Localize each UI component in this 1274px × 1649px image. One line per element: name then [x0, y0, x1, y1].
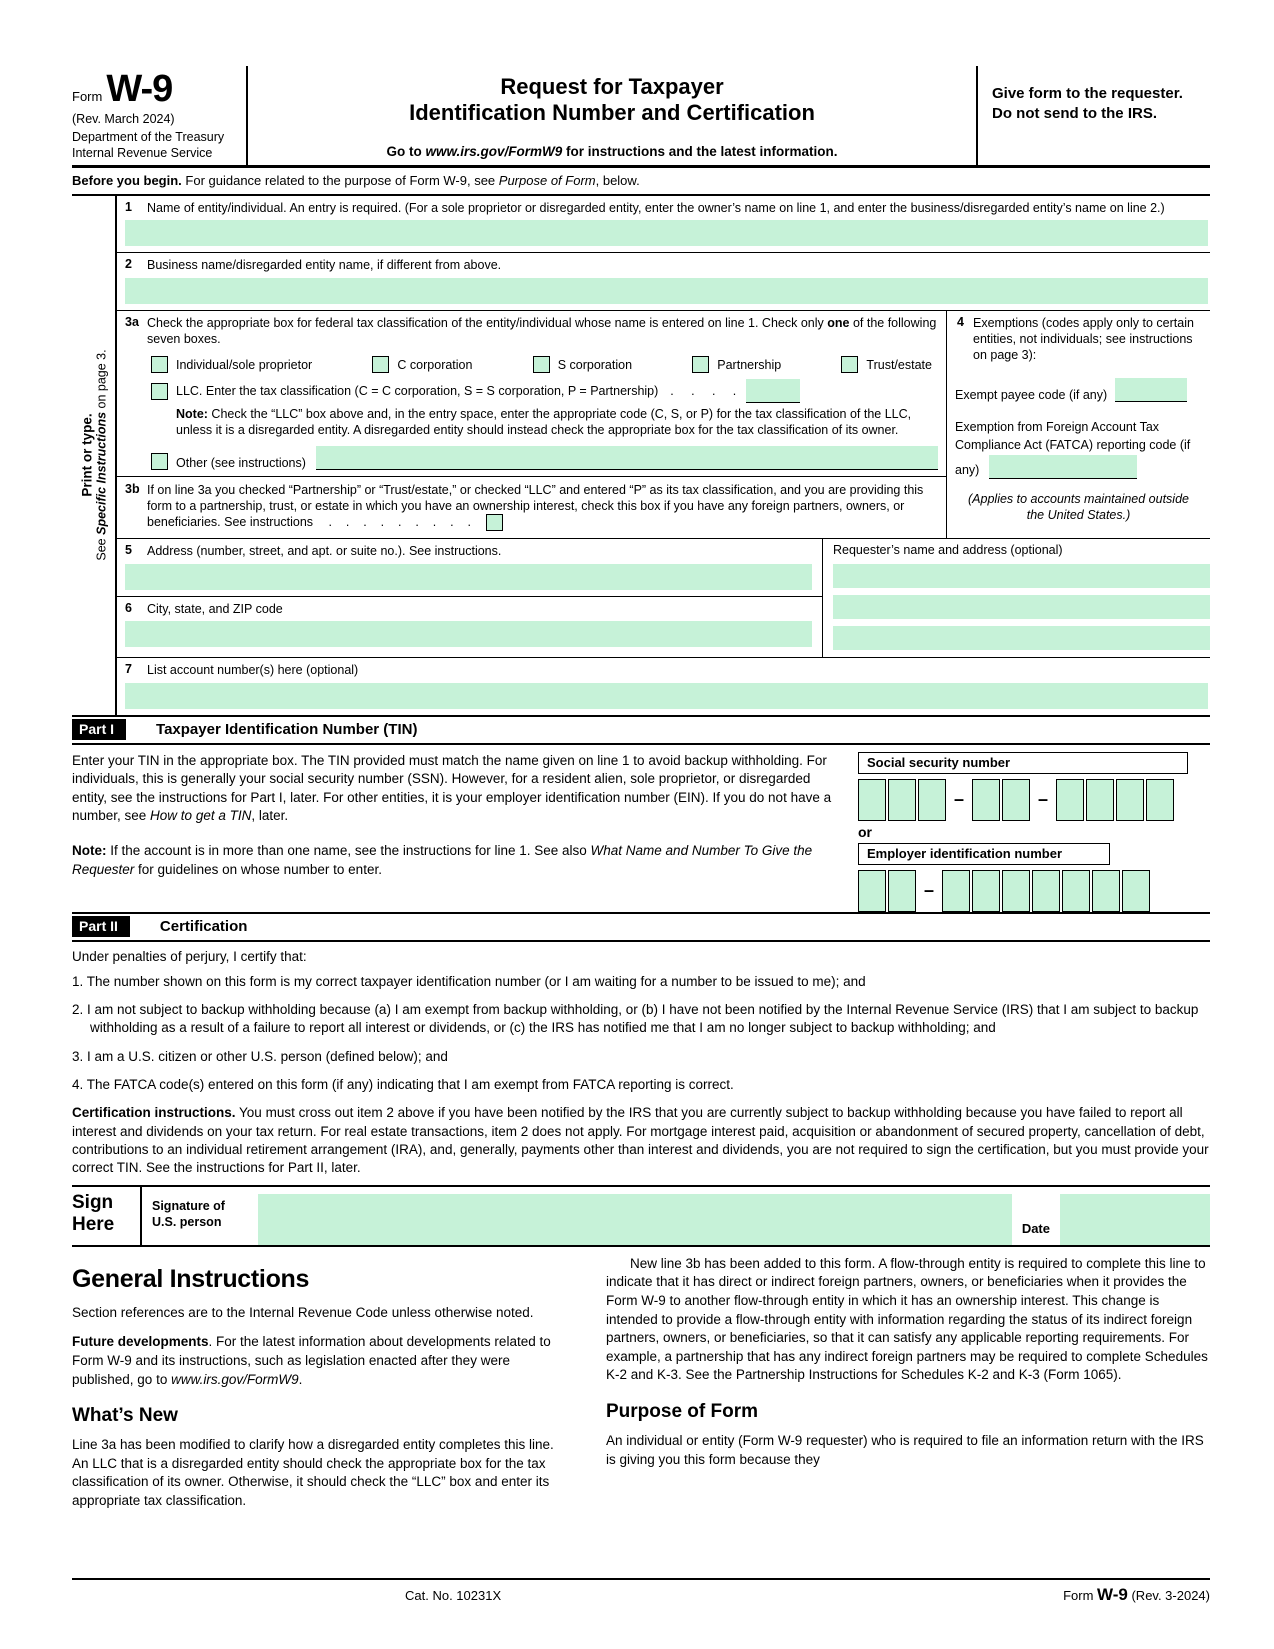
llc-note-bold: Note:	[176, 407, 208, 421]
option-trust-estate	[841, 356, 932, 373]
ssn-digit-cell[interactable]	[972, 779, 1000, 821]
part1-p1: Enter your TIN in the appropriate box. The TIN provided must match the name given on line 1 to avoid backup withholding. For individuals, this is generally your social security number (SSN). However, for a resident alien, sole proprietor, or disregarded entity, see the instructions for Part I, later. For other entities, it is your employer identification number (EIN). If you do not have a number, see	[72, 752, 832, 824]
instructions-right-column	[580, 1255, 1210, 1522]
line5-number: 5	[125, 543, 132, 558]
llc-classification-input[interactable]	[746, 379, 800, 403]
instructions-section	[72, 1255, 1210, 1522]
instructions-left-column	[72, 1255, 580, 1522]
ein-cells	[858, 870, 1210, 912]
field-row-5	[117, 539, 822, 596]
line2-number: 2	[125, 257, 132, 272]
give-form-note	[976, 66, 1210, 165]
agency-name: Internal Revenue Service	[72, 146, 213, 160]
requester-input-2[interactable]	[833, 595, 1210, 619]
ein-digit-cell[interactable]	[1062, 870, 1090, 912]
form-revision: (Rev. March 2024)	[72, 112, 175, 126]
part1-title: Taxpayer Identification Number (TIN)	[156, 720, 418, 738]
option-other	[151, 446, 938, 470]
field-row-7	[117, 658, 1210, 714]
line3a-block	[117, 311, 946, 476]
future-developments-text: . For the latest information about developments related to Form W-9 and its instructions, such as legislation enacted after they were published, go to	[72, 1334, 551, 1387]
certification-item-4: 4. The FATCA code(s) entered on this form (if any) indicating that I am exempt from FATCA reporting is correct.	[72, 1076, 734, 1092]
requester-input-1[interactable]	[833, 564, 1210, 588]
ssn-digit-cell[interactable]	[1146, 779, 1174, 821]
exempt-payee-code-input[interactable]	[1115, 378, 1187, 402]
ein-digit-cell[interactable]	[942, 870, 970, 912]
line3a-number: 3a	[125, 314, 139, 329]
before-bold: Before you begin.	[72, 173, 182, 188]
part2-title: Certification	[159, 917, 248, 935]
irs-url: www.irs.gov/FormW9	[425, 144, 563, 159]
requester-input-3[interactable]	[833, 626, 1210, 650]
option-llc	[151, 379, 942, 403]
city-state-zip-input[interactable]	[125, 621, 812, 647]
label-individual: Individual/sole proprietor	[176, 357, 313, 372]
checkbox-s-corporation[interactable]	[533, 356, 550, 373]
line2-label: Business name/disregarded entity name, if different from above.	[147, 258, 502, 273]
sign-here-label	[72, 1187, 140, 1245]
field-row-3	[117, 311, 1210, 540]
section-references-paragraph: Section references are to the Internal Revenue Code unless otherwise noted.	[72, 1304, 534, 1320]
checkbox-partnership[interactable]	[692, 356, 709, 373]
goto-line	[260, 144, 964, 159]
print-or-type-bold: Print or type.	[79, 413, 94, 497]
line3b-label	[147, 482, 942, 532]
footer-form-id	[1063, 1585, 1210, 1605]
sidebar-post: on page 3.	[94, 349, 108, 413]
sidebar-pre: See	[94, 535, 108, 561]
checkbox-llc[interactable]	[151, 383, 168, 400]
option-c-corporation	[372, 356, 472, 373]
form-title-line1: Request for Taxpayer	[500, 74, 724, 99]
certification-item-2: 2. I am not subject to backup withholding because (a) I am exempt from backup withholding, or (b) I have not been notified by the Internal Revenue Service (IRS) that I am subject to backup withholding as a result of a failure to report all interest or dividends, or (c) the IRS has notified me that I am no longer subject to backup withholding; and	[72, 1001, 1199, 1036]
before-text1: For guidance related to the purpose of Form W-9, see	[181, 173, 499, 188]
date-label: Date	[1021, 1220, 1050, 1236]
certification-intro: Under penalties of perjury, I certify that:	[72, 948, 307, 964]
line3a-label	[147, 315, 942, 348]
signature-input[interactable]	[258, 1194, 1012, 1245]
other-description-input[interactable]	[316, 446, 938, 470]
ein-digit-cell[interactable]	[1122, 870, 1150, 912]
ssn-dash: –	[954, 789, 965, 809]
ssn-digit-cell[interactable]	[858, 779, 886, 821]
certification-item-1: 1. The number shown on this form is my correct taxpayer identification number (or I am waiting for a number to be issued to me); and	[72, 973, 866, 989]
line3b-block	[117, 476, 946, 539]
requester-label: Requester’s name and address (optional)	[833, 543, 1063, 558]
ein-digit-cell[interactable]	[1002, 870, 1030, 912]
llc-dot-leader: . . . .	[670, 384, 737, 398]
ein-label-box: Employer identification number	[858, 843, 1110, 865]
fields-column	[115, 196, 1210, 715]
business-name-input[interactable]	[125, 278, 1208, 304]
ein-digit-cell[interactable]	[888, 870, 916, 912]
part1-label: Part I	[72, 719, 126, 740]
line6-label: City, state, and ZIP code	[147, 601, 283, 616]
catalog-number: Cat. No. 10231X	[405, 1588, 502, 1603]
option-partnership	[692, 356, 781, 373]
signature-label-line1: Signature of	[152, 1198, 225, 1213]
part1-p1-end: , later.	[251, 808, 289, 824]
form-header	[72, 66, 1210, 168]
llc-note	[176, 406, 936, 439]
form-number: W-9	[106, 68, 173, 110]
specific-instructions-note	[94, 350, 108, 561]
label-other: Other (see instructions)	[176, 455, 306, 470]
before-you-begin	[72, 168, 1210, 196]
line3b-number: 3b	[125, 481, 140, 496]
ein-digit-cell[interactable]	[858, 870, 886, 912]
field-row-2	[117, 253, 1210, 310]
checkbox-trust-estate[interactable]	[841, 356, 858, 373]
part1-note-italic: What Name and Number To Give the Requester	[72, 843, 813, 877]
part1-p1-italic: How to get a TIN	[150, 808, 252, 824]
part1-note	[72, 842, 844, 879]
future-developments-end: .	[298, 1371, 303, 1387]
line4-label: Exemptions (codes apply only to certain entities, not individuals; see instructions on page 3):	[973, 315, 1194, 362]
line3a-intro1: Check the appropriate box for federal tax classification of the entity/individual whose name is entered on line 1. Check only	[147, 315, 828, 330]
future-developments-bold: Future developments	[72, 1334, 209, 1350]
line3b-added-paragraph: New line 3b has been added to this form. A flow-through entity is required to complete this line to indicate that it has direct or indirect foreign partners, owners, or beneficiaries when it provides the Form W-9 to another flow-through entity in which it has an ownership interest. This change is intended to provide a flow-through entity with information regarding the status of its indirect foreign partners, owners, or beneficiaries, so that it can satisfy any applicable reporting requirements. For example, a partnership that has any indirect foreign partners may be required to complete Schedules K-2 and K-3. See the Partnership Instructions for Schedules K-2 and K-3 (Form 1065).	[606, 1255, 1208, 1383]
fatca-line	[955, 418, 1202, 478]
sidebar-emph: Specific Instructions	[94, 412, 108, 536]
before-italic: Purpose of Form	[498, 173, 596, 188]
certification-instructions-text: You must cross out item 2 above if you have been notified by the IRS that you are currently subject to backup withholding because you have failed to report all interest and dividends on your tax return. For real estate transactions, item 2 does not apply. For mortgage interest paid, acquisition or abandonment of secured property, cancellation of debt, contributions to an individual retirement arrangement (IRA), and, generally, payments other than interest and dividends, you are not required to sign the certification, but you must provide your correct TIN. See the instructions for Part II, later.	[72, 1105, 1209, 1176]
checkbox-c-corporation[interactable]	[372, 356, 389, 373]
before-text2: , below.	[595, 173, 640, 188]
part1-text-column	[72, 752, 858, 912]
footer-form-number: W-9	[1097, 1585, 1128, 1604]
line3b-text: If on line 3a you checked “Partnership” or “Trust/estate,” or checked “LLC” and entered “P” as its tax classification, and you are providing this form to a partnership, trust, or estate in which you have an ownership interest, check this box if you have any foreign partners, owners, or beneficiaries. See instructions	[147, 482, 924, 529]
label-partnership: Partnership	[717, 357, 782, 372]
line3b-dot-leader: . . . . . . . . .	[328, 515, 471, 529]
whats-new-heading: What’s New	[72, 1405, 178, 1427]
exempt-payee-label: Exempt payee code (if any)	[955, 388, 1108, 403]
part2-content	[72, 949, 1210, 1178]
part1-note1: If the account is in more than one name, see the instructions for line 1. See also	[106, 843, 591, 858]
classification-checkboxes	[151, 356, 932, 373]
ein-dash: –	[924, 880, 935, 900]
line1-label: Name of entity/individual. An entry is required. (For a sole proprietor or disregarded entity, enter the owner’s name on line 1, and enter the business/disregarded entity’s name on line 2.)	[147, 201, 1165, 215]
applies-note: (Applies to accounts maintained outside the United States.)	[968, 491, 1189, 523]
or-word: or	[858, 823, 872, 840]
certification-instructions-bold: Certification instructions.	[72, 1105, 236, 1121]
label-s-corporation: S corporation	[557, 357, 633, 372]
page-footer	[72, 1578, 1210, 1605]
form-word: Form	[72, 89, 103, 104]
purpose-of-form-paragraph: An individual or entity (Form W-9 requester) who is required to file an information return with the IRS is giving you this form because they	[606, 1433, 1204, 1467]
ein-digit-cell[interactable]	[972, 870, 1000, 912]
address-input[interactable]	[125, 564, 812, 590]
sign-here-row	[72, 1185, 1210, 1247]
line5-label: Address (number, street, and apt. or suite no.). See instructions.	[147, 544, 502, 559]
exempt-payee-line	[955, 378, 1202, 402]
checkbox-foreign-partners[interactable]	[486, 514, 503, 531]
form-title	[260, 74, 964, 127]
part2-label: Part II	[72, 916, 130, 937]
ssn-digit-cell[interactable]	[888, 779, 916, 821]
account-numbers-input[interactable]	[125, 683, 1208, 709]
goto-suffix: for instructions and the latest information.	[562, 144, 838, 159]
print-or-type-strip	[72, 196, 115, 715]
label-llc: LLC. Enter the tax classification (C = C corporation, S = S corporation, P = Partnership)	[176, 384, 659, 398]
ssn-digit-cell[interactable]	[918, 779, 946, 821]
purpose-of-form-heading: Purpose of Form	[606, 1401, 759, 1423]
label-c-corporation: C corporation	[397, 357, 473, 372]
line4-block	[946, 311, 1210, 539]
footer-form-rev: (Rev. 3-2024)	[1127, 1588, 1210, 1603]
department-name: Department of the Treasury	[72, 130, 225, 144]
ein-digit-cell[interactable]	[1032, 870, 1060, 912]
footer-form-word: Form	[1063, 1588, 1098, 1603]
ssn-digit-cell[interactable]	[1116, 779, 1144, 821]
sign-word: Sign	[72, 1191, 114, 1213]
certification-item-3: 3. I am a U.S. citizen or other U.S. person (defined below); and	[72, 1048, 448, 1064]
signature-label	[140, 1187, 244, 1245]
option-individual	[151, 356, 312, 373]
fatca-label: Exemption from Foreign Account Tax Compliance Act (FATCA) reporting code (if any)	[955, 420, 1191, 477]
general-instructions-heading: General Instructions	[72, 1264, 310, 1293]
option-s-corporation	[533, 356, 632, 373]
name-input[interactable]	[125, 220, 1208, 246]
ssn-digit-cell[interactable]	[1002, 779, 1030, 821]
fatca-code-input[interactable]	[989, 455, 1137, 479]
here-word: Here	[72, 1214, 115, 1236]
ssn-digit-cell[interactable]	[1086, 779, 1114, 821]
ssn-cells	[858, 779, 1210, 821]
classification-cell	[117, 311, 946, 539]
print-or-type-text	[79, 350, 108, 561]
checkbox-other[interactable]	[151, 453, 168, 470]
form-id-block	[72, 66, 248, 165]
field-row-1	[117, 196, 1210, 253]
tin-boxes-column	[858, 752, 1210, 912]
part1-paragraph	[72, 752, 844, 827]
line4-number: 4	[957, 314, 964, 329]
goto-prefix: Go to	[386, 144, 426, 159]
form-title-block	[248, 66, 976, 165]
line3a-intro2: of the following seven boxes.	[147, 315, 937, 346]
llc-note-text: Check the “LLC” box above and, in the entry space, enter the appropriate code (C, S, or P) for the tax classification of the LLC, unless it is a disregarded entity. A disregarded entity should instead check the appropriate box for the tax classification of its owner.	[176, 407, 912, 438]
field-grid	[72, 196, 1210, 717]
give-form-text: Give form to the requester. Do not send to the IRS.	[992, 85, 1183, 122]
label-trust-estate: Trust/estate	[866, 357, 932, 372]
address-cell	[117, 539, 822, 657]
ssn-dash: –	[1038, 789, 1049, 809]
line7-label: List account number(s) here (optional)	[147, 663, 359, 678]
date-input[interactable]	[1060, 1194, 1210, 1245]
line7-number: 7	[125, 662, 132, 677]
form-title-line2: Identification Number and Certification	[409, 100, 815, 126]
requester-block	[822, 539, 1210, 657]
checkbox-individual-sole-proprietor[interactable]	[151, 356, 168, 373]
ssn-label-box: Social security number	[858, 752, 1188, 774]
line1-number: 1	[125, 200, 132, 214]
line3a-intro-bold: one	[827, 315, 850, 330]
whats-new-paragraph: Line 3a has been modified to clarify how a disregarded entity completes this line. An LLC that is a disregarded entity should check the appropriate box for the tax classification of its owner. Otherwise, it should check the “LLC” box and enter its appropriate tax classification.	[72, 1437, 554, 1509]
part2-header	[72, 912, 1210, 942]
ssn-digit-cell[interactable]	[1056, 779, 1084, 821]
part1-note-bold: Note:	[72, 843, 107, 858]
field-row-6	[117, 597, 822, 654]
part1-content	[72, 745, 1210, 912]
part1-header	[72, 717, 1210, 745]
future-developments-url: www.irs.gov/FormW9	[171, 1371, 299, 1387]
part1-note2: for guidelines on whose number to enter.	[134, 861, 382, 877]
form-number-line	[72, 68, 240, 111]
field-row-5-6	[117, 539, 1210, 658]
signature-label-line2: U.S. person	[152, 1214, 222, 1229]
ein-digit-cell[interactable]	[1092, 870, 1120, 912]
certification-instructions	[72, 1104, 1210, 1177]
line6-number: 6	[125, 600, 132, 615]
future-developments-paragraph	[72, 1333, 558, 1389]
